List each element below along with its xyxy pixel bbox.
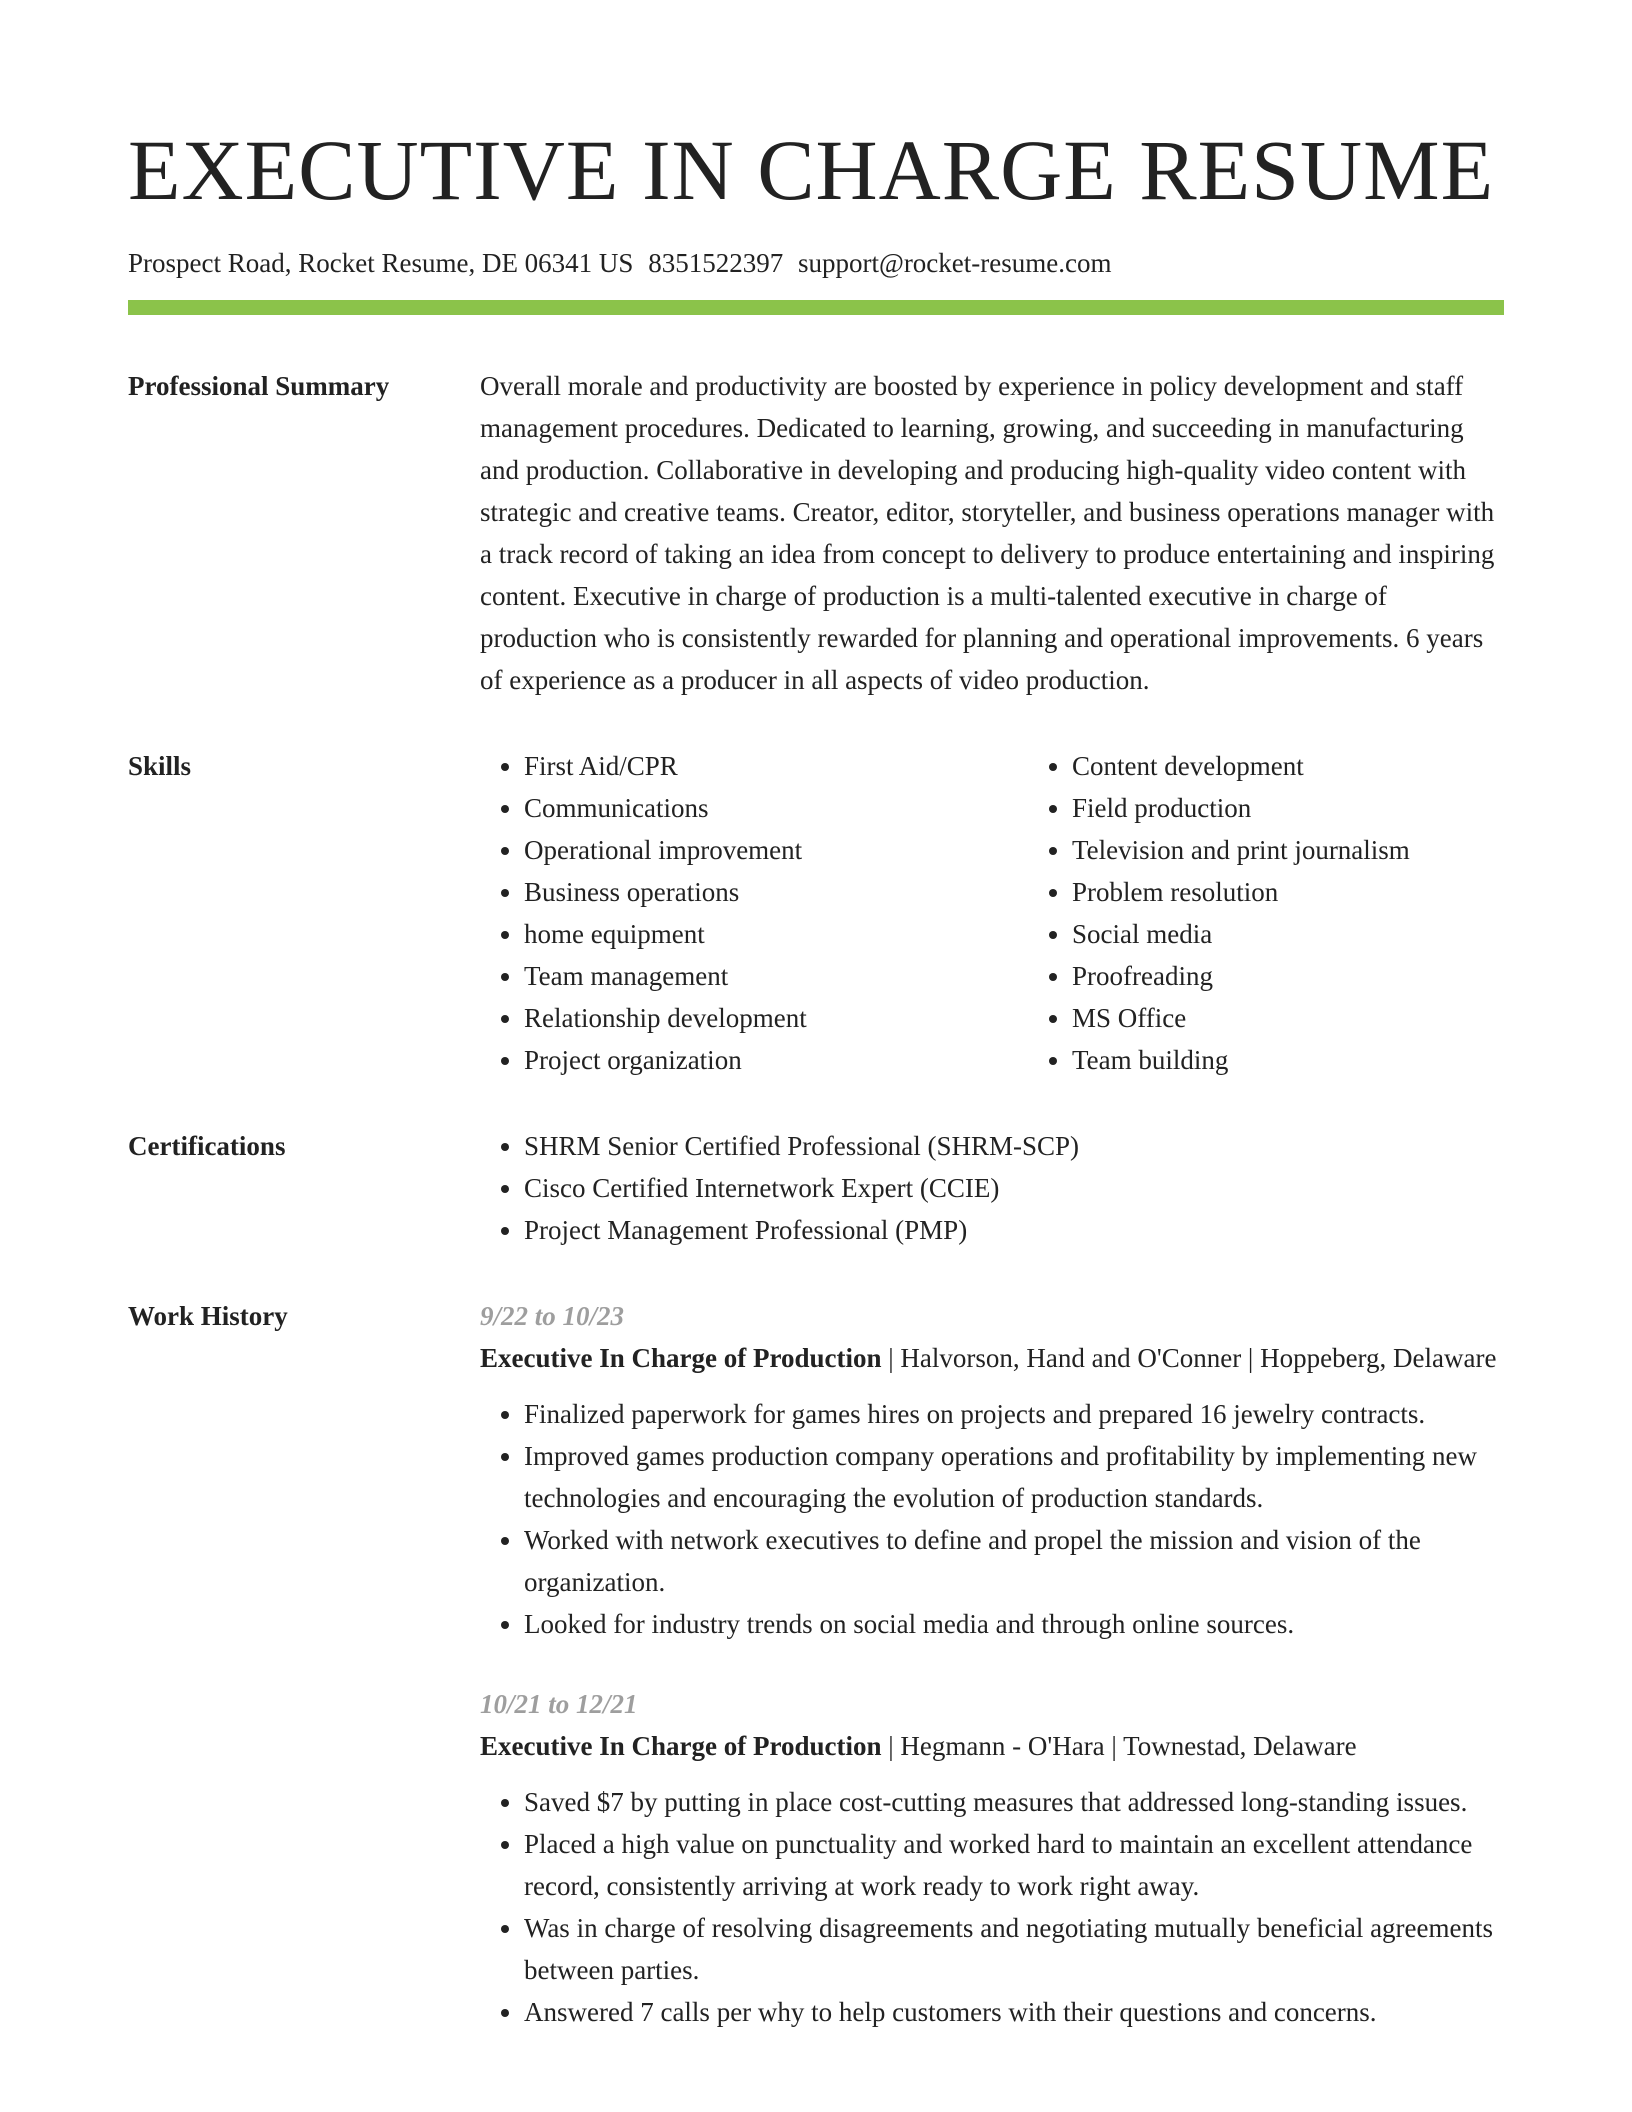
job-bullet: • Answered 7 calls per why to help customers with their questions and concerns. <box>524 1991 1504 2033</box>
contact-phone: 8351522397 <box>648 248 784 278</box>
section-title: Skills <box>128 751 192 781</box>
job-bullet: • Saved $7 by putting in place cost-cutting measures that addressed long-standing issues. <box>524 1781 1504 1823</box>
section-title: Professional Summary <box>128 371 390 401</box>
skill-item: • First Aid/CPR <box>524 745 1028 787</box>
section-title: Certifications <box>128 1131 286 1161</box>
header-divider <box>128 300 1504 315</box>
job-bullet: • Worked with network executives to define and propel the mission and vision of the organization. <box>524 1519 1504 1603</box>
professional-summary-section <box>128 365 1504 701</box>
skill-item: • Television and print journalism <box>1072 829 1576 871</box>
certification-item: • Cisco Certified Internetwork Expert (CCIE) <box>524 1167 1504 1209</box>
contact-email: support@rocket-resume.com <box>797 248 1112 278</box>
job-title: Executive In Charge of Production <box>480 1343 882 1373</box>
skill-item: • MS Office <box>1072 997 1576 1039</box>
skill-item: • Project organization <box>524 1039 1028 1081</box>
certification-item: • Project Management Professional (PMP) <box>524 1209 1504 1251</box>
skills-list-right <box>1028 745 1576 1081</box>
skills-section <box>128 745 1504 1081</box>
job-bullet: • Looked for industry trends on social media and through online sources. <box>524 1603 1504 1645</box>
skill-item: • Business operations <box>524 871 1028 913</box>
job-entry <box>480 1683 1504 2033</box>
job-details: | Hegmann - O'Hara | Townestad, Delaware <box>881 1731 1357 1761</box>
job-bullet: • Placed a high value on punctuality and worked hard to maintain an excellent attendance record, consistently arriving at work ready to work right away. <box>524 1823 1504 1907</box>
skill-item: • Team management <box>524 955 1028 997</box>
skill-item: • Field production <box>1072 787 1576 829</box>
job-details: | Halvorson, Hand and O'Conner | Hoppeberg, Delaware <box>881 1343 1497 1373</box>
job-bullets <box>480 1781 1504 2033</box>
summary-text: Overall morale and productivity are boosted by experience in policy development and staff management procedures. Dedicated to learning, growing, and succeeding in manufacturing and production. Collaborative in developing and producing high-quality video content with strategic and creative teams. Creator, editor, storyteller, and business operations manager with a track record of taking an idea from concept to delivery to produce entertaining and inspiring content. Executive in charge of production is a multi-talented executive in charge of production who is consistently rewarded for planning and operational improvements. 6 years of experience as a producer in all aspects of video production. <box>480 371 1495 695</box>
skill-item: • Proofreading <box>1072 955 1576 997</box>
job-dates: 10/21 to 12/21 <box>480 1689 638 1719</box>
resume-page <box>128 120 1504 2033</box>
job-bullet: • Improved games production company operations and profitability by implementing new technologies and encouraging the evolution of production standards. <box>524 1435 1504 1519</box>
job-heading <box>480 1725 1504 1767</box>
skill-item: • Communications <box>524 787 1028 829</box>
skill-item: • Team building <box>1072 1039 1576 1081</box>
skills-list-left <box>480 745 1028 1081</box>
job-title: Executive In Charge of Production <box>480 1731 882 1761</box>
job-bullet: • Was in charge of resolving disagreements and negotiating mutually beneficial agreements between parties. <box>524 1907 1504 1991</box>
job-bullets <box>480 1393 1504 1645</box>
certifications-section <box>128 1125 1504 1251</box>
certification-item: • SHRM Senior Certified Professional (SHRM-SCP) <box>524 1125 1504 1167</box>
contact-line <box>128 246 1504 280</box>
skill-item: • Problem resolution <box>1072 871 1576 913</box>
skill-item: • Social media <box>1072 913 1576 955</box>
contact-address: Prospect Road, Rocket Resume, DE 06341 US <box>128 248 634 278</box>
work-history-section <box>128 1295 1504 2033</box>
skill-item: • Relationship development <box>524 997 1028 1039</box>
skill-item: • Operational improvement <box>524 829 1028 871</box>
section-title: Work History <box>128 1301 288 1331</box>
certifications-list <box>480 1125 1504 1251</box>
skill-item: • Content development <box>1072 745 1576 787</box>
job-entry <box>480 1295 1504 1645</box>
job-bullet: • Finalized paperwork for games hires on projects and prepared 16 jewelry contracts. <box>524 1393 1504 1435</box>
job-dates: 9/22 to 10/23 <box>480 1301 625 1331</box>
resume-title: EXECUTIVE IN CHARGE RESUME <box>128 122 1495 218</box>
skill-item: • home equipment <box>524 913 1028 955</box>
job-heading <box>480 1337 1504 1379</box>
